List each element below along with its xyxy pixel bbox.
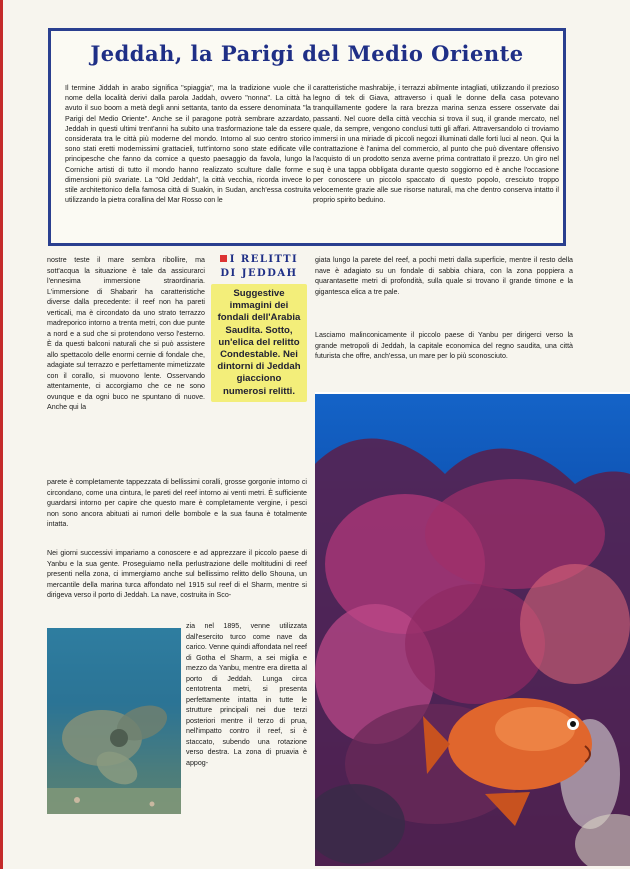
body-column-1-wide: parete è completamente tappezzata di bellissimi coralli, grosse gorgonie intorno ci circondano, come una cintura, le pareti del reef intorno ai venti metri. È sufficiente guardarsi intorno per capire che questo mare è completamente vergine, i pesci non sono ancora abituati ai rumori delle bombole e la sua fauna è totalmente intatta. xyxy=(47,478,307,528)
body-column-1-paragraph-2: Nei giorni successivi impariamo a conoscere e ad apprezzare il piccolo paese di Yanbu e la sua gente. Proseguiamo nella perlustrazione delle moltitudini di reef presenti nella zona, ci immergiamo anche sul bellissimo relitto dello Shouna, un mercantile della marina turca affondato nel 1915 sul reef di el Sharm, mentre si dirigeva verso il porto di Jeddah. La nave, costruita in Sco- xyxy=(47,549,307,599)
propeller-illustration xyxy=(47,628,181,814)
feature-box-left-column: Il termine Jiddah in arabo significa "spiaggia", ma la tradizione vuole che il nome della località derivi dalla parola Jaddah, ovvero "nonna". La città ha avuto il suo boom a metà degli anni settanta, tanto da essere denominata "la Parigi del Medio Oriente". Anche se il paragone potrà sembrare azzardato, Jeddah in questi ultimi trent'anni ha subito una trasformazione tale da essere considerata tra le città più moderne del mondo. Intorno al suo centro storico sono stati eretti modernissimi grattacieli, tutt'intorno sono state edificate ville principesche che fanno da cornice a questo paesaggio da favola, lungo la Corniche artisti di tutto il mondo hanno realizzato sculture dalle forme e dimensioni più svariate. La "Old Jeddah", la città vecchia, ricorda invece lo stile architettonico della famosa città di Suakin, in Sudan, anch'essa costruita utilizzando la pietra corallina del Mar Rosso con le xyxy=(65,84,311,205)
coral-grouper-illustration xyxy=(315,394,630,866)
feature-box-title: Jeddah, la Parigi del Medio Oriente xyxy=(90,41,524,66)
propeller-wreck-photo xyxy=(47,628,181,814)
bullet-icon xyxy=(220,255,227,262)
body-column-1-top: nostre teste il mare sembra ribollire, ma sott'acqua la situazione è tale da assicurarci l'ennesima immersione straordinaria. L'immersione di Shabarir ha caratteristiche diverse dalla precedente: il reef non ha pareti verticali, ma è circondato da uno strato terrazzo madreporico intorno a trenta metri, con due punte a nord e a sud che si protendono verso l'esterno. È da questi balconi naturali che si può assistere allo spettacolo delle enormi cernie di fondale che, adagiate sul terrazzo e perfettamente mimetizzate con il corallo, si muovono lente. Osservando attentamente, ci accorgiamo che ce ne sono ovunque e da ogni buco ne spuntano di nuove. Anche qui la xyxy=(47,256,205,411)
page-edge-stripe xyxy=(0,0,3,869)
reef-photo xyxy=(315,392,630,866)
body-column-2-top: giata lungo la parete del reef, a pochi metri dalla superficie, mentre il resto della nave è adagiato su un fondale di sabbia chiara, con la zona poppiera a quarantasette metri di profondità, sulla quale si trovano il grande timone e la gigantesca elica a tre pale. xyxy=(315,256,573,296)
sidebar-caption: Suggestive immagini dei fondali dell'Arabia Saudita. Sotto, un'elica del relitto Condestable. Nei dintorni di Jeddah giacciono numerosi relitti. xyxy=(211,284,307,402)
jeddah-feature-box xyxy=(48,28,566,246)
sidebar-title-line-1: I RELITTI xyxy=(229,254,299,265)
feature-box-right-column: caratteristiche mashrabije, i terrazzi abilmente intagliati, utilizzando il prezioso legno di tek di Giava, attraverso i quali le donne della casa potevano tranquillamente godere la rara brezza marina senza essere osservate dai passanti. Nel cuore della città vecchia si trova il suq, il grande mercato, nel quale, da sempre, vengono conclusi tutti gli affari. Attraversandolo ci troviamo immersi in una miriade di piccoli negozi illuminati dalle forti luci al neon. Qui la contrattazione è l'anima del commercio, al punto che può diventare offensivo l'acquisto di un prodotto senza averne prima contrattato il prezzo. Un giro nel suq è una tappa obbligata durante questo soggiorno ed è anche l'occasione per conoscere un piccolo spaccato di questo popolo, cresciuto troppo velocemente grazie alle sue risorse naturali, ma che dentro conserva intatto il proprio spirito beduino. xyxy=(313,84,559,205)
sidebar-title xyxy=(211,253,307,281)
sidebar-title-line-2: DI JEDDAH xyxy=(220,268,298,279)
body-column-1-narrow: zia nel 1895, venne utilizzata dall'esercito turco come nave da carico. Venne quindi affondata nel reef di Gotha el Sharm, a sei miglia e mezzo da Yanbu, mentre era diretta al porto di Jeddah. Lunga circa centotrenta metri, si presenta perfettamente intatta in tutte le strutture principali nei due terzi posteriori mentre il terzo di prua, nell'impatto contro il reef, si è staccato, subendo una rotazione verso destra. La zona di pruavia è appog- xyxy=(186,622,307,767)
wrecks-sidebar xyxy=(211,253,307,473)
body-column-2-paragraph-2: Lasciamo malinconicamente il piccolo paese di Yanbu per dirigerci verso la grande metropoli di Jeddah, la capitale economica del regno saudita, una città futurista che offre, anch'essa, un mare per lo più sconosciuto. xyxy=(315,331,573,360)
